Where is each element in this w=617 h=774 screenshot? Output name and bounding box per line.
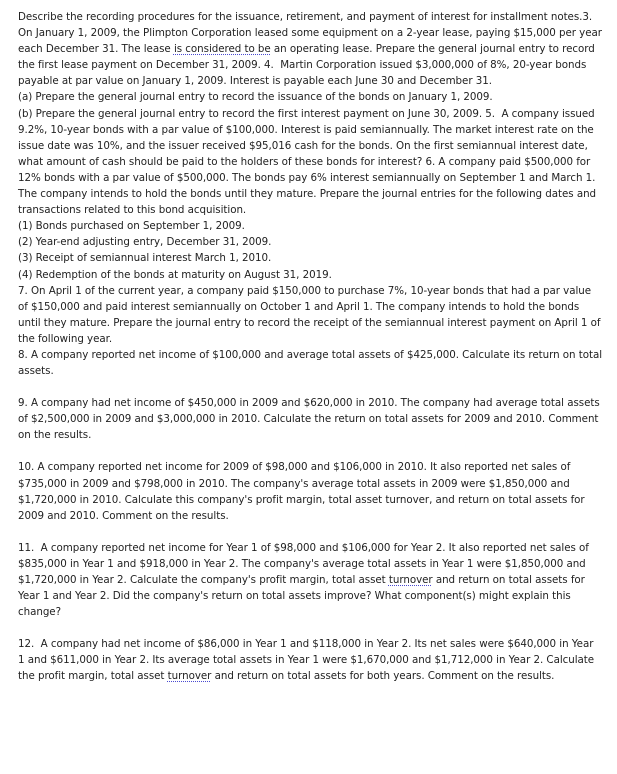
document-body bbox=[18, 9, 606, 685]
grammar-flag: is considered to be bbox=[173, 43, 271, 56]
text-run: and return on total assets for both years. Comment on the results. bbox=[211, 670, 555, 683]
paragraph-intro bbox=[18, 9, 606, 89]
paragraph-part-a: (a) Prepare the general journal entry to record the issuance of the bonds on January 1, 2009. bbox=[18, 91, 493, 104]
blank-line bbox=[18, 620, 602, 636]
spelling-flag: turnover bbox=[167, 670, 212, 683]
text-run: an operating lease. Prepare the general journal entry to record the first lease payment on December 31, 2009. 4. Martin Corporation issued $3,000,000 of 8%, 20-year bonds payable at par value on January 1, 2009. Interest is payable each June 30 and December 31. bbox=[18, 43, 598, 88]
question-9: 9. A company had net income of $450,000 in 2009 and $620,000 in 2010. The company had average total assets of $2,500,000 in 2009 and $3,000,000 in 2010. Calculate the return on total assets for 2009 and 2010. Comment on the results. bbox=[18, 397, 603, 442]
list-item: (3) Receipt of semiannual interest March 1, 2010. bbox=[18, 252, 272, 265]
list-item: (2) Year-end adjusting entry, December 31, 2009. bbox=[18, 236, 272, 249]
text-run: 12. A company had net income of $86,000 in Year 1 and $118,000 in Year 2. Its net sales were $640,000 in Year 1 and $611,000 in Year 2. Its average total assets in Year 1 were $1,670,000 and $1,712,000 in Year 2. Calculate the profit margin, total asset bbox=[18, 638, 598, 683]
spelling-flag: turnover bbox=[388, 574, 433, 586]
blank-line bbox=[18, 524, 602, 540]
blank-line bbox=[18, 379, 602, 395]
paragraph-part-b: (b) Prepare the general journal entry to record the first interest payment on June 30, 2009. 5. A company issued 9.2%, 10-year bonds with a par value of $100,000. Interest is paid semiannually. The market interest rate on the issue date was 10%, and the issuer received $95,016 cash for the bonds. On the first semiannual interest date, what amount of cash should be paid to the holders of these bonds for interest? 6. A company paid $500,000 for 12% bonds with a par value of $500,000. The bonds pay 6% interest semiannually on September 1 and March 1. The company intends to hold the bonds until they mature. Prepare the journal entries for the following dates and transactions related to this bond acquisition. bbox=[18, 107, 600, 217]
text-run: 11. A company reported net income for Year 1 of $98,000 and $106,000 for Year 2. It also reported net sales of $835,000 in Year 1 and $918,000 in Year 2. The company's average total assets in Year 1 were $1,850,000 and $1,720,000 in Year 2. Calculate the company's profit margin, total asset bbox=[18, 541, 593, 586]
text-run: and return on total assets for Year 1 and Year 2. Did the company's return on total assets improve? What component(s) might explain this change? bbox=[18, 574, 589, 619]
question-10: 10. A company reported net income for 2009 of $98,000 and $106,000 in 2010. It also reported net sales of $735,000 in 2009 and $798,000 in 2010. The company's average total assets in 2009 were $1,850,000 and $1,720,000 in 2010. Calculate this company's profit margin, total asset turnover, and return on total assets for 2009 and 2010. Comment on the results. bbox=[18, 461, 588, 522]
question-11 bbox=[18, 540, 602, 620]
text-run: Describe the recording procedures for the issuance, retirement, and payment of interest for installment notes.3. On January 1, 2009, the Plimpton Corporation leased some equipment on a 2-year lease, paying $15,000 per year each December 31. The lease bbox=[18, 11, 606, 56]
list-item: (4) Redemption of the bonds at maturity on August 31, 2019. bbox=[18, 268, 332, 281]
question-7: 7. On April 1 of the current year, a company paid $150,000 to purchase 7%, 10-year bonds that had a par value of $150,000 and paid interest semiannually on October 1 and April 1. The company intends to hold the bonds until they mature. Prepare the journal entry to record the receipt of the semiannual interest payment on April 1 of the following year. bbox=[18, 284, 604, 345]
question-8: 8. A company reported net income of $100,000 and average total assets of $425,000. Calculate its return on total assets. bbox=[18, 348, 606, 378]
blank-line bbox=[18, 443, 602, 459]
list-item: (1) Bonds purchased on September 1, 2009. bbox=[18, 220, 245, 233]
question-12 bbox=[18, 636, 602, 684]
